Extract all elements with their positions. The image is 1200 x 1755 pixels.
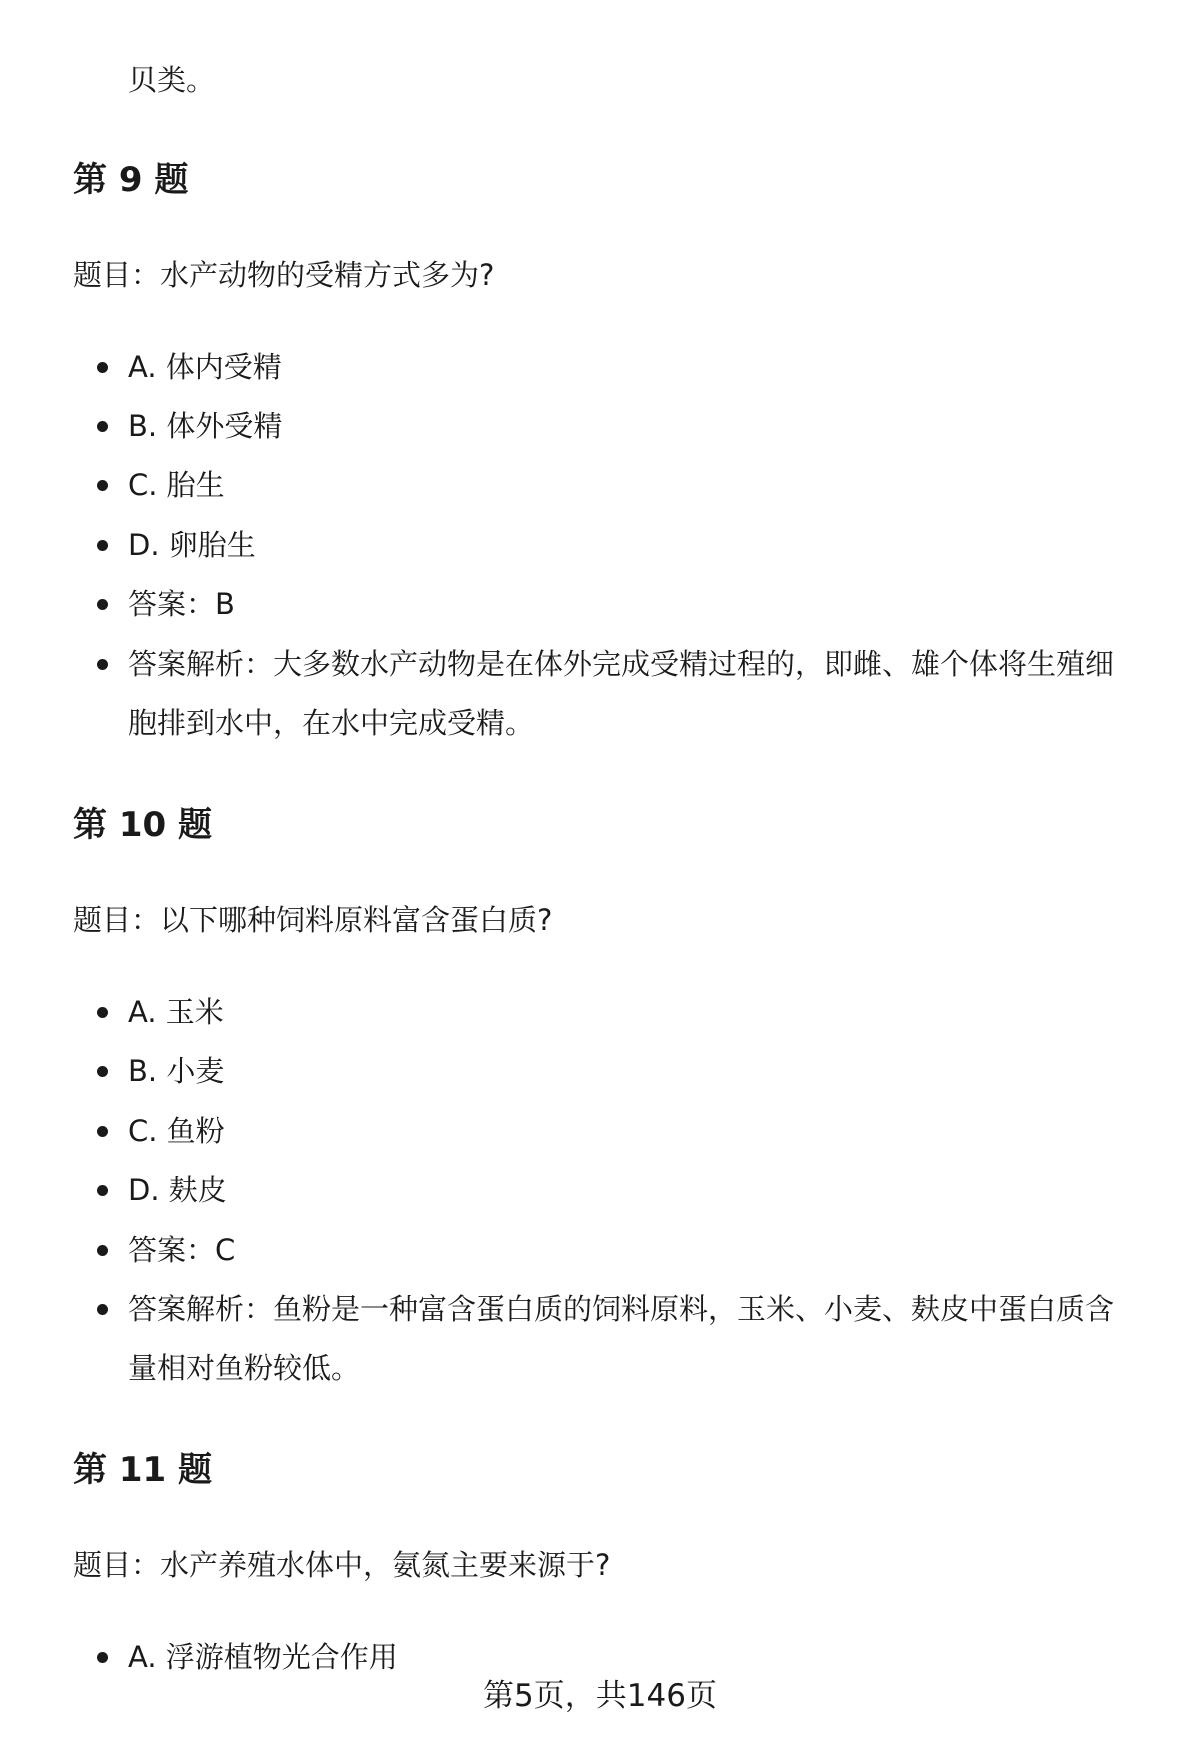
q9-option-c: C. 胎生 (128, 468, 225, 502)
bullet (97, 421, 108, 432)
q10-option-a: A. 玉米 (128, 995, 224, 1029)
bullet (97, 1126, 108, 1137)
bullet (97, 1304, 108, 1315)
q9-option-a: A. 体内受精 (128, 350, 282, 384)
q11-option-a: A. 浮游植物光合作用 (128, 1640, 398, 1674)
q10-option-c: C. 鱼粉 (128, 1114, 225, 1148)
question-9-heading: 第 9 题 (73, 160, 189, 200)
q10-answer: 答案：C (128, 1233, 236, 1267)
q9-option-b: B. 体外受精 (128, 409, 283, 443)
question-9-text: 题目：水产动物的受精方式多为? (73, 258, 495, 292)
q10-explanation-line1: 答案解析：鱼粉是一种富含蛋白质的饲料原料，玉米、小麦、麸皮中蛋白质含 (128, 1292, 1115, 1326)
q9-explanation-line2: 胞排到水中，在水中完成受精。 (128, 706, 535, 740)
q10-explanation-line2: 量相对鱼粉较低。 (128, 1351, 361, 1385)
q10-option-b: B. 小麦 (128, 1054, 225, 1088)
bullet (97, 1245, 108, 1256)
question-11-text: 题目：水产养殖水体中，氨氮主要来源于? (73, 1548, 611, 1582)
bullet (97, 1066, 108, 1077)
bullet (97, 659, 108, 670)
question-10-heading: 第 10 题 (73, 805, 212, 845)
bullet (97, 480, 108, 491)
page-number-footer: 第5页，共146页 (483, 1678, 717, 1714)
q9-explanation-line1: 答案解析：大多数水产动物是在体外完成受精过程的，即雌、雄个体将生殖细 (128, 647, 1115, 681)
question-10-text: 题目：以下哪种饲料原料富含蛋白质? (73, 903, 553, 937)
q9-option-d: D. 卵胎生 (128, 528, 256, 562)
bullet (97, 362, 108, 373)
bullet (97, 1652, 108, 1663)
bullet (97, 540, 108, 551)
continuation-text: 贝类。 (128, 63, 216, 97)
q9-answer: 答案：B (128, 587, 235, 621)
bullet (97, 599, 108, 610)
bullet (97, 1185, 108, 1196)
q10-option-d: D. 麸皮 (128, 1173, 227, 1207)
bullet (97, 1007, 108, 1018)
question-11-heading: 第 11 题 (73, 1450, 212, 1490)
